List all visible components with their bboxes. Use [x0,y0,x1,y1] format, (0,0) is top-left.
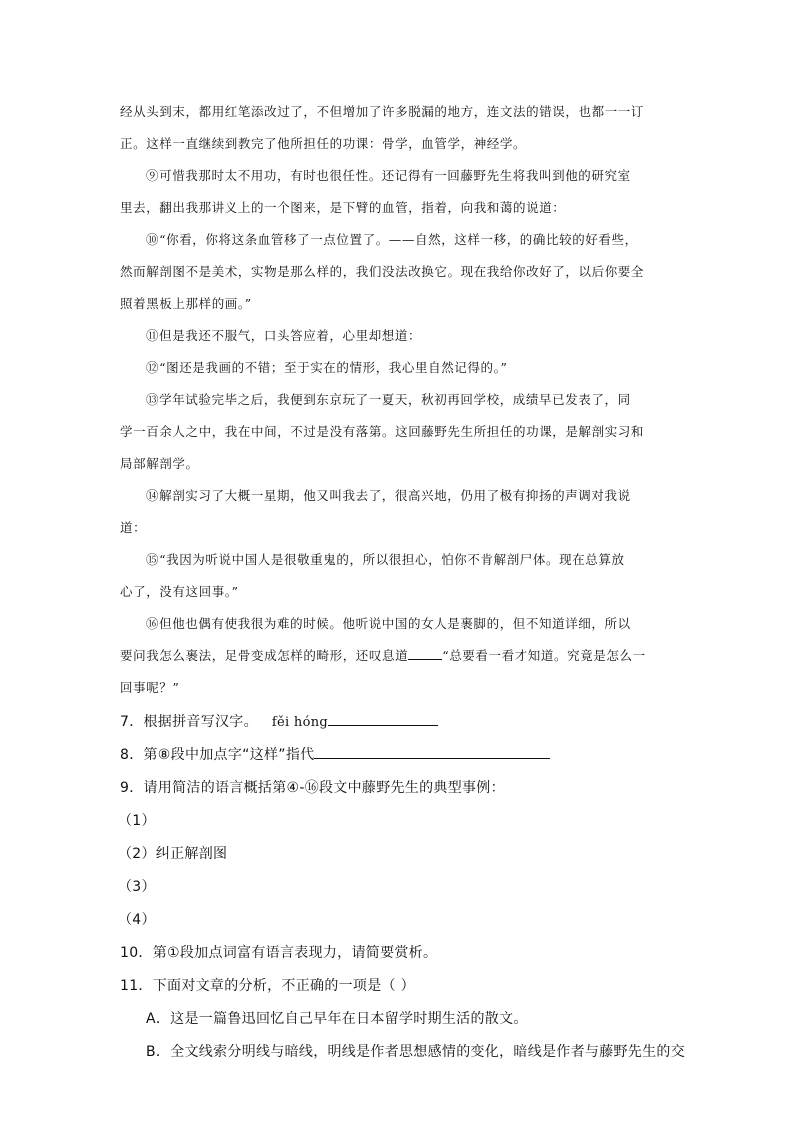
question-8-text: 8．第⑧段中加点字“这样”指代 [120,747,315,763]
question-7-text: 7．根据拼音写汉字。 [120,714,258,730]
q9-item: （4） [118,912,156,928]
paragraph-14: ⑭解剖实习了大概一星期，他又叫我去了，很高兴地，仍用了极有抑扬的声调对我说 [146,488,631,503]
question-10: 10．第①段加点词富有语言表现力，请简要赏析。 [120,945,438,961]
q9-item: （2）纠正解剖图 [118,846,228,862]
passage-line: 回事呢？” [120,680,180,695]
passage-line: 道： [120,520,147,535]
paragraph-15: ⑮“我因为听说中国人是很敬重鬼的，所以很担心，怕你不肯解剖尸体。现在总算放 [146,552,625,567]
question-9: 9．请用简洁的语言概括第④-⑯段文中藤野先生的典型事例： [120,780,505,796]
paragraph-11: ⑪但是我还不服气，口头答应着，心里却想道： [146,328,422,343]
option-b[interactable]: B．全文线索分明线与暗线，明线是作者思想感情的变化，暗线是作者与藤野先生的交 [146,1044,686,1060]
passage-line: 局部解剖学。 [120,456,199,471]
passage-line: 照着黑板上那样的画。” [120,296,252,311]
question-8 [120,744,550,764]
answer-blank[interactable] [314,746,550,759]
paragraph-12: ⑫“图还是我画的不错；至于实在的情形，我心里自然记得的。” [146,360,508,375]
passage-line: 正。这样一直继续到教完了他所担任的功课：骨学，血管学，神经学。 [120,136,527,151]
passage-line: 经从头到末，都用红笔添改过了，不但增加了许多脱漏的地方，连文法的错误，也都一一订 [120,104,645,119]
passage-line [120,646,646,664]
passage-line: 心了，没有这回事。” [120,584,239,599]
answer-blank[interactable] [328,713,438,726]
passage-text: “总要看一看才知道。究竟是怎么一 [442,648,646,663]
q9-item: （3） [118,879,156,895]
question-7 [120,711,438,731]
question-11: 11．下面对文章的分析，不正确的一项是（ ） [120,978,415,994]
paragraph-10: ⑩“你看，你将这条血管移了一点位置了。——自然，这样一移，的确比较的好看些， [146,232,638,247]
option-a[interactable]: A．这是一篇鲁迅回忆自己早年在日本留学时期生活的散文。 [146,1011,528,1027]
pinyin-prompt: fěi hóng [271,715,329,730]
paragraph-9: ⑨可惜我那时太不用功，有时也很任性。还记得有一回藤野先生将我叫到他的研究室 [146,168,631,183]
passage-line: 然而解剖图不是美术，实物是那么样的，我们没法改换它。现在我给你改好了，以后你要全 [120,264,645,279]
passage-line: 里去，翻出我那讲义上的一个图来，是下臂的血管，指着，向我和蔼的说道： [120,200,566,215]
passage-line: 学一百余人之中，我在中间，不过是没有落第。这回藤野先生所担任的功课，是解剖实习和 [120,424,645,439]
q9-item: （1） [118,813,156,829]
paragraph-13: ⑬学年试验完毕之后，我便到东京玩了一夏天，秋初再回学校，成绩早已发表了，同 [146,392,631,407]
passage-text: 要问我怎么裹法，足骨变成怎样的畸形，还叹息道 [120,648,409,663]
blank-line [408,647,442,660]
paragraph-16: ⑯但他也偶有使我很为难的时候。他听说中国的女人是裹脚的，但不知道详细，所以 [146,616,631,631]
